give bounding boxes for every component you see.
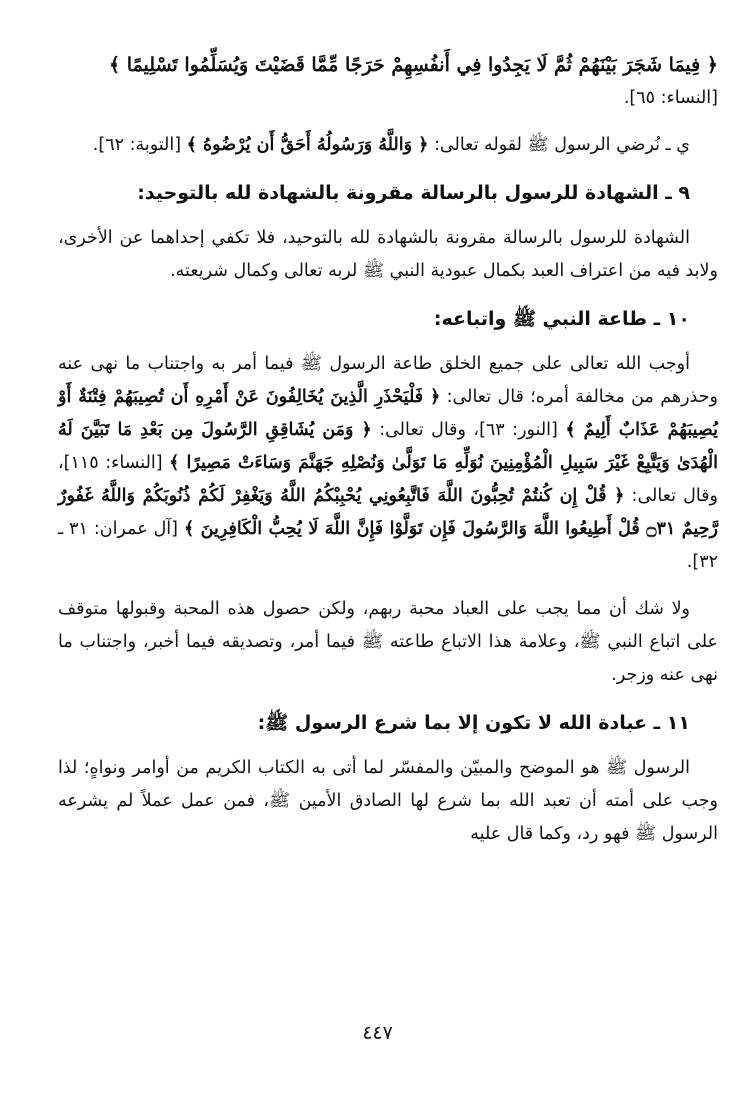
quran-verse: ﴿ فِيمَا شَجَرَ بَيْنَهُمْ ثُمَّ لَا يَجِدُوا فِي أَنفُسِهِمْ حَرَجًا مِّمَّا قَضَيْتَ وَيُسَلِّمُوا تَسْلِيمًا ﴾ bbox=[109, 54, 718, 76]
item-ya bbox=[58, 129, 718, 162]
section-11 bbox=[58, 752, 718, 851]
section-10-followup bbox=[58, 593, 718, 692]
page-body bbox=[58, 48, 718, 865]
item-ya-text: ي ـ نُرضي الرسول ﷺ لقوله تعالى: bbox=[434, 135, 690, 155]
section-10 bbox=[58, 348, 718, 579]
section-10-heading: ١٠ ـ طاعة النبي ﷺ واتباعه: bbox=[433, 308, 690, 330]
verse-reference: [التوبة: ٦٢]. bbox=[92, 135, 182, 155]
quran-verse: ﴿ وَاللَّهُ وَرَسُولُهُ أَحَقُّ أَن يُرْضُوهُ ﴾ bbox=[186, 135, 429, 155]
page-number: ٤٤٧ bbox=[362, 1022, 393, 1044]
verse-reference: [النساء: ١١٥]، وقال تعالى: bbox=[58, 453, 718, 506]
quran-verse: ﴿ قُلْ إِن كُنتُمْ تُحِبُّونَ اللَّهَ فَاتَّبِعُونِي يُحْبِبْكُمُ اللَّهُ وَيَغْفِرْ لَكُمْ ذُنُوبَكُمْ وَاللَّهُ غَفُورٌ رَّحِيمٌ ۝٣١ قُلْ أَطِيعُوا اللَّهَ وَالرَّسُولَ فَإِن تَوَلَّوْا فَإِنَّ اللَّهَ لَا يُحِبُّ الْكَافِرِينَ ﴾ bbox=[58, 486, 718, 539]
section-10-paragraph-2: ولا شك أن مما يجب على العباد محبة ربهم، ولكن حصول هذه المحبة وقبولها متوقف على اتباع النبي ﷺ، وعلامة هذا الاتباع طاعته ﷺ فيما أمر، وتصديقه فيما أخبر، واجتناب ما نهى عنه وزجر. bbox=[58, 599, 718, 685]
section-10-paragraph bbox=[58, 348, 718, 579]
section-9-heading: ٩ ـ الشهادة للرسول بالرسالة مقرونة بالشهادة لله بالتوحيد: bbox=[137, 182, 690, 204]
top-verse-block bbox=[58, 48, 718, 115]
section-9 bbox=[58, 222, 718, 288]
quran-verse: ﴿ فَلْيَحْذَرِ الَّذِينَ يُخَالِفُونَ عَنْ أَمْرِهِ أَن تُصِيبَهُمْ فِتْنَةٌ أَوْ يُصِيبَهُمْ عَذَابٌ أَلِيمٌ ﴾ bbox=[58, 387, 718, 440]
verse-reference: [آل عمران: ٣١ ـ ٣٢]. bbox=[58, 519, 718, 572]
section-11-paragraph: الرسول ﷺ هو الموضح والمبيّن والمفسّر لما أتى به الكتاب الكريم من أوامر ونواهٍ؛ لذا وجب على أمته أن تعبد الله بما شرع لها الصادق الأمين ﷺ، فمن عمل عملاً لم يشرعه الرسول ﷺ فهو رد، وكما قال عليه bbox=[58, 758, 718, 844]
section-11-heading: ١١ ـ عبادة الله لا تكون إلا بما شرع الرسول ﷺ: bbox=[257, 712, 690, 734]
quran-verse: ﴿ وَمَن يُشَاقِقِ الرَّسُولَ مِن بَعْدِ مَا تَبَيَّنَ لَهُ الْهُدَىٰ وَيَتَّبِعْ غَيْرَ سَبِيلِ الْمُؤْمِنِينَ نُوَلِّهِ مَا تَوَلَّىٰ وَنُصْلِهِ جَهَنَّمَ وَسَاءَتْ مَصِيرًا ﴾ bbox=[58, 420, 718, 473]
section-10-intro: أوجب الله تعالى على جميع الخلق طاعة الرسول ﷺ فيما أمر به واجتناب ما نهى عنه وحذرهم من مخالفة أمره؛ قال تعالى: bbox=[58, 354, 718, 407]
verse-reference: [النساء: ٦٥]. bbox=[623, 88, 718, 108]
verse-reference: [النور: ٦٣]، وقال تعالى: bbox=[379, 420, 558, 440]
item-ya-paragraph bbox=[58, 129, 718, 162]
section-9-paragraph: الشهادة للرسول بالرسالة مقرونة بالشهادة لله بالتوحيد، فلا تكفي إحداهما عن الأخرى، ولابد فيه من اعتراف العبد بكمال عبودية النبي ﷺ لربه تعالى وكمال شريعته. bbox=[58, 228, 718, 281]
